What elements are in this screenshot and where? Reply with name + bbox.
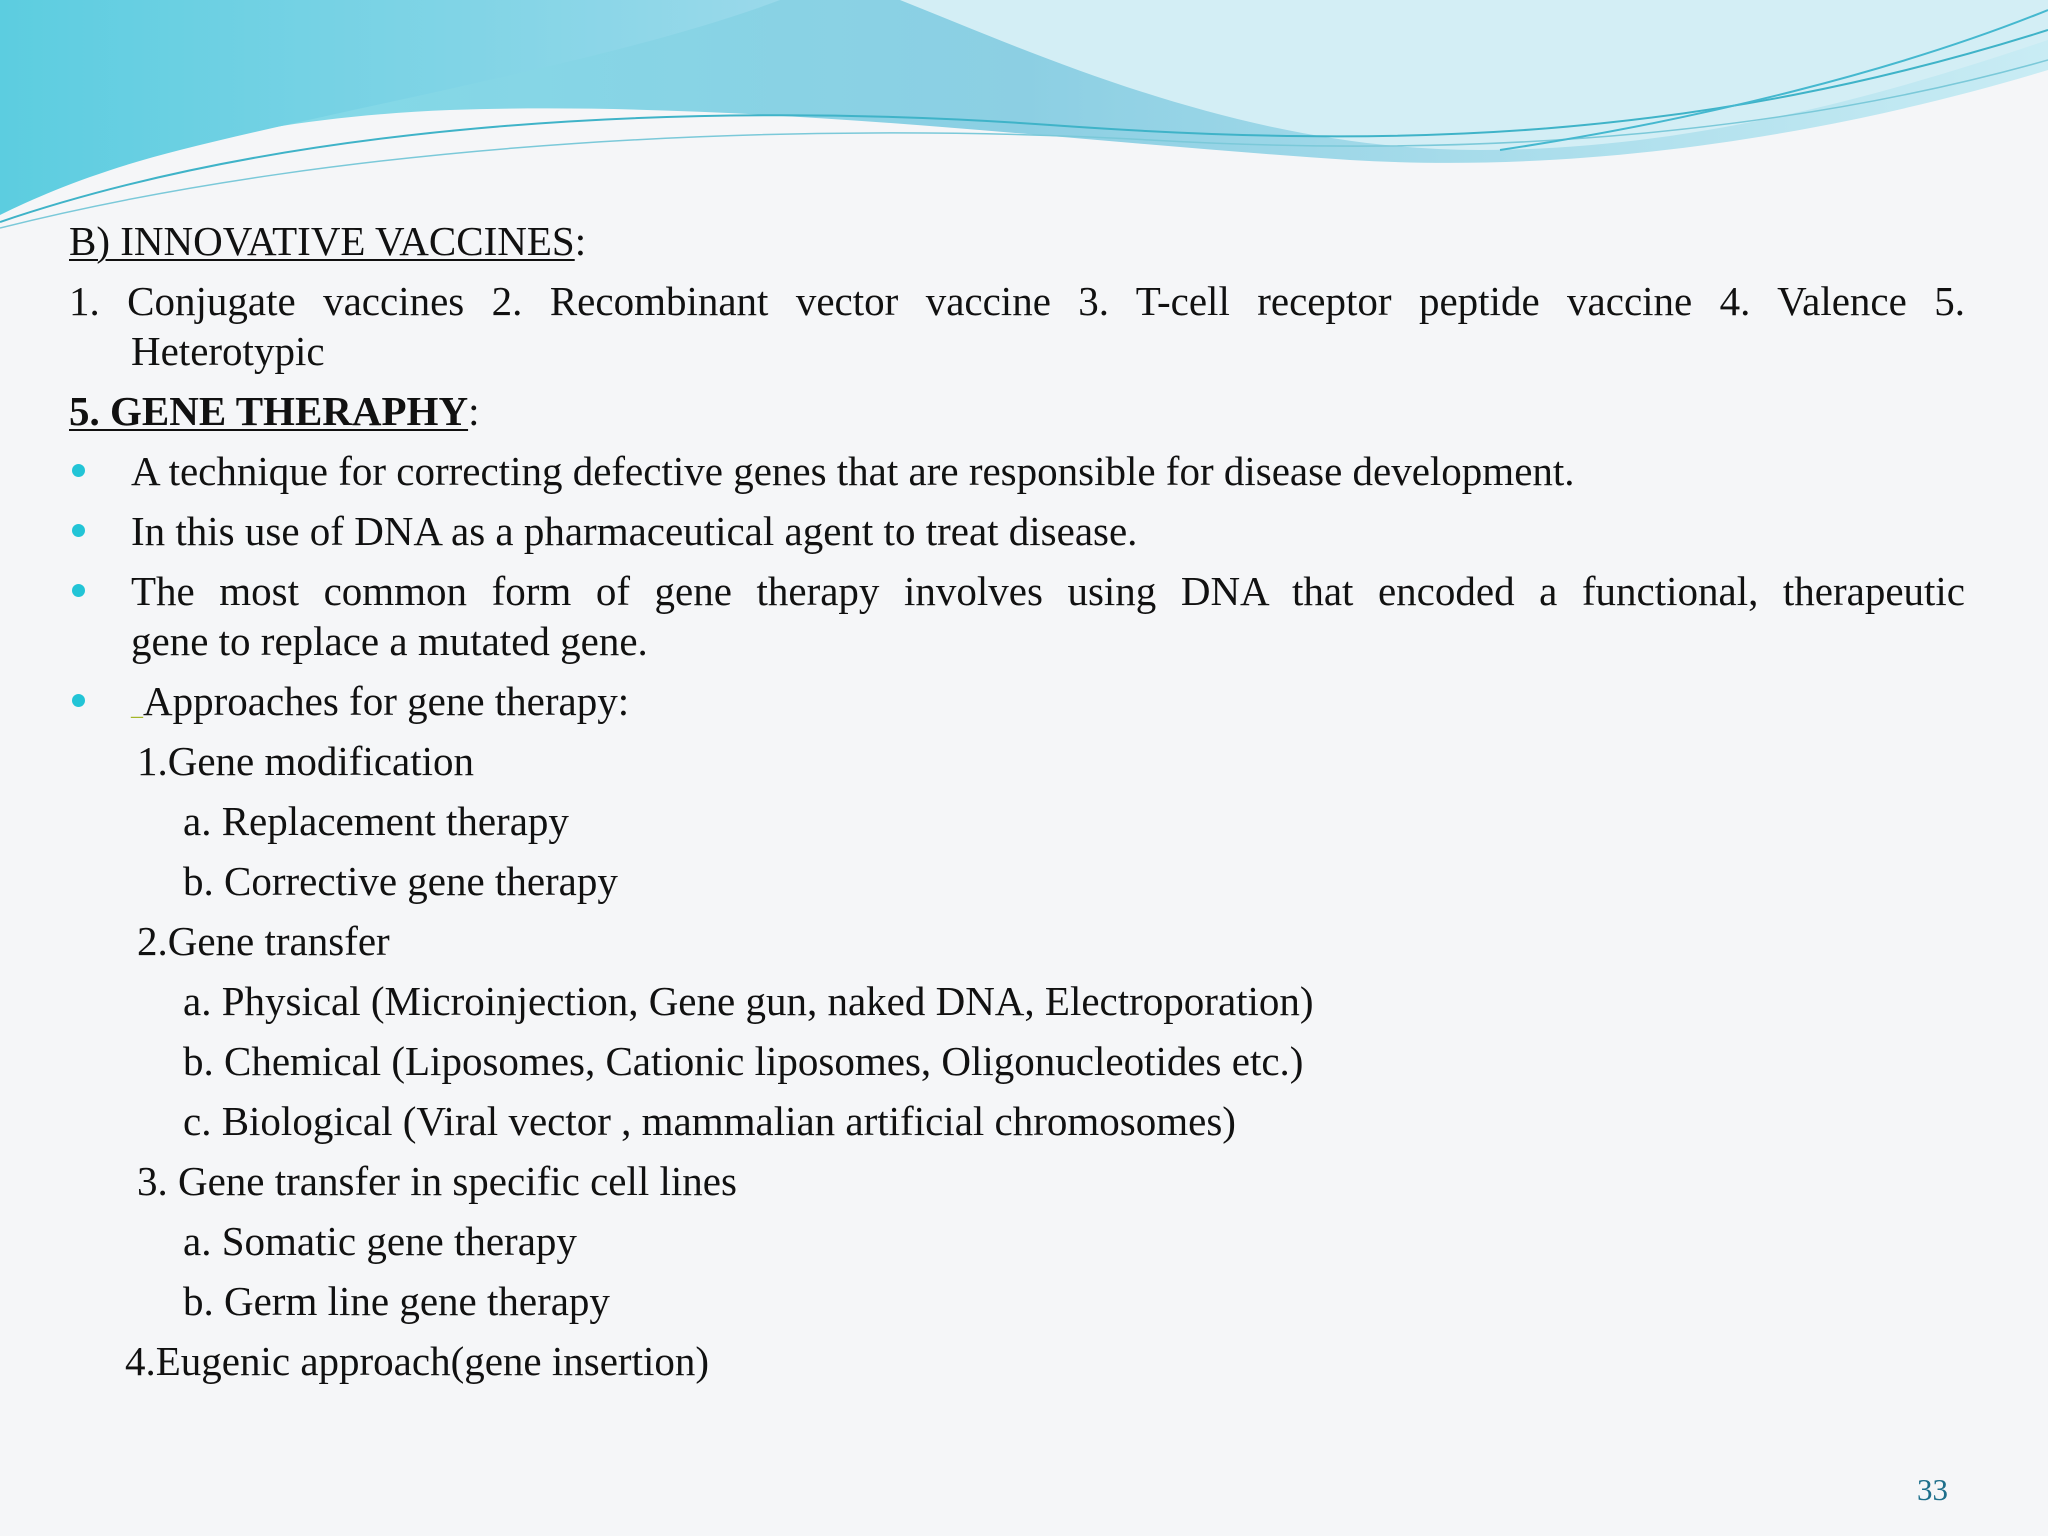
gene-bullet-2: In this use of DNA as a pharmaceutical agent to treat disease.: [131, 508, 1138, 554]
approach-item-2: 2.Gene transfer: [137, 918, 390, 964]
approach-item-3: 3. Gene transfer in specific cell lines: [137, 1158, 737, 1204]
vaccines-heading-colon: :: [574, 218, 587, 264]
gene-bullet-4-text: Approaches for gene therapy:: [143, 678, 630, 724]
gene-bullet-1: A technique for correcting defective genes that are responsible for disease development.: [131, 448, 1575, 494]
vaccines-heading: B) INNOVATIVE VACCINES: [69, 218, 575, 264]
gene-bullet-4: [131, 676, 629, 733]
bullet-icon: [72, 464, 85, 477]
edit-mark: _: [131, 695, 143, 721]
approach-item-1b: b. Corrective gene therapy: [183, 858, 618, 904]
gene-heading-colon: :: [468, 388, 480, 434]
approach-item-1a: a. Replacement therapy: [183, 798, 569, 844]
gene-therapy-heading: 5. GENE THERAPHY: [69, 388, 469, 434]
page-number: 33: [1917, 1472, 1948, 1507]
vaccines-list-line2: Heterotypic: [131, 328, 325, 374]
gene-bullet-3-line2: gene to replace a mutated gene.: [131, 618, 648, 664]
approach-item-2c: c. Biological (Viral vector , mammalian artificial chromosomes): [183, 1098, 1236, 1144]
gene-bullet-3-line1: The most common form of gene therapy involves using DNA that encoded a functional, therapeutic: [131, 568, 1965, 614]
bullet-icon: [72, 694, 85, 707]
vaccines-list-line1: 1. Conjugate vaccines 2. Recombinant vector vaccine 3. T-cell receptor peptide vaccine 4. Valence 5.: [69, 278, 1965, 324]
approach-item-2a: a. Physical (Microinjection, Gene gun, naked DNA, Electroporation): [183, 978, 1314, 1024]
approach-item-3b: b. Germ line gene therapy: [183, 1278, 610, 1324]
approach-item-2b: b. Chemical (Liposomes, Cationic liposomes, Oligonucleotides etc.): [183, 1038, 1304, 1084]
vaccines-heading-line: [69, 216, 586, 266]
approach-item-4: 4.Eugenic approach(gene insertion): [125, 1338, 710, 1384]
approach-item-3a: a. Somatic gene therapy: [183, 1218, 577, 1264]
header-wave-decoration: [0, 0, 2048, 240]
approach-item-1: 1.Gene modification: [137, 738, 475, 784]
bullet-icon: [72, 584, 85, 597]
bullet-icon: [72, 524, 85, 537]
gene-heading-line: [69, 386, 479, 436]
